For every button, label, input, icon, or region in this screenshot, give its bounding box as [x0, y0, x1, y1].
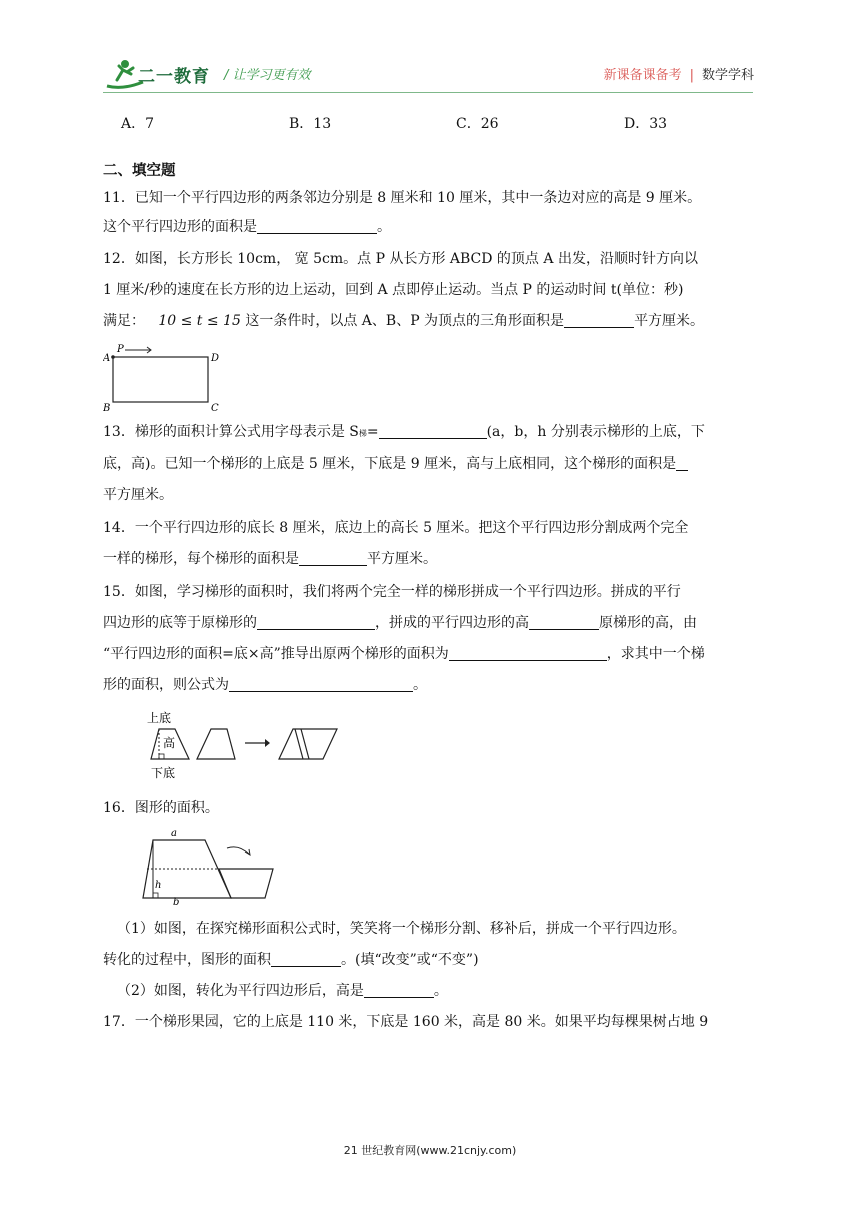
- moved-piece: [219, 869, 273, 898]
- q16-part1-line1: （1）如图，在探究梯形面积公式时，笑笑将一个梯形分割、移补后，拼成一个平行四边形。: [117, 921, 686, 937]
- label-d: D: [211, 353, 220, 364]
- option-d: D．33: [624, 116, 668, 132]
- q16-title: 16．图形的面积。: [103, 800, 219, 816]
- option-b: B．13: [289, 116, 332, 132]
- q15-line4: [103, 670, 758, 701]
- header-separator: |: [689, 68, 694, 83]
- label-b: B: [103, 403, 111, 414]
- label-a: a: [171, 828, 177, 839]
- q11-end: 。: [377, 219, 391, 235]
- q14-text-a: 一样的梯形，每个梯形的面积是: [103, 551, 299, 567]
- section-title: 二、填空题: [103, 163, 176, 179]
- q15-blank-height[interactable]: [529, 613, 599, 630]
- q13-text-l2: 底，高)。已知一个梯形的上底是 5 厘米，下底是 9 厘米，高与上底相同，这个梯形的面积是: [103, 456, 677, 472]
- header-divider: [103, 92, 753, 93]
- main-content: [103, 158, 758, 1038]
- q15-text-e: ，求其中一个梯: [606, 646, 705, 662]
- q15-text-a: 四边形的底等于原梯形的: [103, 615, 257, 631]
- q15-text-b: ，拼成的平行四边形的高: [375, 615, 529, 631]
- q15-text-c: 原梯形的高，由: [599, 615, 697, 631]
- label-b: b: [173, 897, 180, 906]
- q14-text-b: 平方厘米。: [367, 551, 437, 567]
- q13-text-c: (a，b，h 分别表示梯形的上底，下: [486, 424, 705, 440]
- point-a-dot: [111, 355, 115, 359]
- q12-text-b: 这一条件时，以点 A、B、P 为顶点的三角形面积是: [245, 313, 565, 329]
- q13-line2: [103, 449, 758, 480]
- label-p: P: [117, 344, 124, 355]
- q12-rectangle-figure: [103, 343, 233, 415]
- q12-line3: [103, 306, 758, 337]
- q15-text-f: 形的面积，则公式为: [103, 677, 229, 693]
- q15-blank-base[interactable]: [257, 613, 375, 630]
- brand-slogan: / 让学习更有效: [224, 68, 311, 83]
- q16-part2: [103, 976, 758, 1007]
- q14-blank[interactable]: [299, 549, 367, 566]
- header-tags: [604, 64, 754, 83]
- q16-part1-text: 转化的过程中，图形的面积: [103, 952, 271, 968]
- q12-blank[interactable]: [564, 311, 634, 328]
- label-h: h: [155, 880, 162, 891]
- q15-text-g: 。: [413, 677, 427, 693]
- q15-blank-two-area[interactable]: [449, 644, 607, 661]
- q13-blank-formula[interactable]: [379, 422, 487, 439]
- header-tag-course: 新课备课备考: [603, 68, 682, 83]
- q16-part2-end: 。: [433, 983, 448, 999]
- option-c: C．26: [456, 116, 499, 132]
- q14-line1: 14．一个平行四边形的底长 8 厘米，底边上的高长 5 厘米。把这个平行四边形分割成两个完全: [103, 520, 689, 536]
- q11-text: 这个平行四边形的面积是: [103, 219, 257, 235]
- q12-line2: 1 厘米/秒的速度在长方形的边上运动，回到 A 点即停止运动。当点 P 的运动时间 t(单位：秒): [103, 282, 684, 298]
- q16-part2-text: （2）如图，转化为平行四边形后，高是: [117, 983, 364, 999]
- q15-line3: [103, 639, 758, 670]
- label-bottom-base: 下底: [151, 766, 176, 780]
- label-c: C: [211, 403, 219, 414]
- q11-line1: 11．已知一个平行四边形的两条邻边分别是 8 厘米和 10 厘米，其中一条边对应的高是 9 厘米。: [103, 190, 702, 206]
- q11-blank[interactable]: [257, 217, 377, 234]
- q12-inequality: 10 ≤ t ≤ 15: [158, 313, 241, 329]
- q12-line1: 12．如图，长方形长 10cm， 宽 5cm。点 P 从长方形 ABCD 的顶点 A 出发，沿顺时针方向以: [103, 251, 698, 267]
- page-header: [0, 0, 860, 100]
- q14-line2: [103, 544, 758, 575]
- q16-part1-end: 。(填“改变”或“不变”): [341, 952, 479, 968]
- brand-name: 二一教育: [138, 67, 210, 87]
- q13-text-a: 13．梯形的面积计算公式用字母表示是 S: [103, 424, 359, 440]
- q12-text-a: 满足：: [103, 313, 145, 329]
- q13-blank-area[interactable]: [676, 454, 688, 471]
- rectangle-abcd: [113, 357, 208, 402]
- q16-blank-height[interactable]: [364, 981, 434, 998]
- q13-line3: 平方厘米。: [103, 487, 173, 503]
- option-a: A．7: [121, 116, 155, 132]
- trapezoid-2: [197, 729, 235, 759]
- q15-line2: [103, 608, 758, 639]
- label-top-base: 上底: [147, 711, 172, 725]
- q15-text-d: “平行四边形的面积=底×高”推导出原两个梯形的面积为: [103, 646, 449, 662]
- q13-eq: =: [366, 424, 379, 440]
- q16-figure: [139, 828, 319, 906]
- q16-blank-area[interactable]: [271, 950, 341, 967]
- header-tag-subject: 数学学科: [701, 68, 754, 83]
- q15-trapezoid-figure: [141, 711, 351, 783]
- q13-line1: [103, 417, 758, 449]
- q11-line2: [103, 213, 758, 242]
- label-height: 高: [163, 736, 176, 750]
- q16-part1-line2: [103, 945, 758, 976]
- q12-text-c: 平方厘米。: [634, 313, 705, 329]
- page-footer: 21 世纪教育网(www.21cnjy.com): [343, 1144, 517, 1157]
- q13-subscript: 梯: [358, 429, 367, 438]
- q15-blank-formula[interactable]: [229, 675, 413, 692]
- label-a: A: [103, 353, 111, 364]
- q15-line1: 15．如图，学习梯形的面积时，我们将两个完全一样的梯形拼成一个平行四边形。拼成的平行: [103, 584, 681, 600]
- q17-line1: 17．一个梯形果园，它的上底是 110 米，下底是 160 米，高是 80 米。如果平均每棵果树占地 9: [103, 1014, 709, 1030]
